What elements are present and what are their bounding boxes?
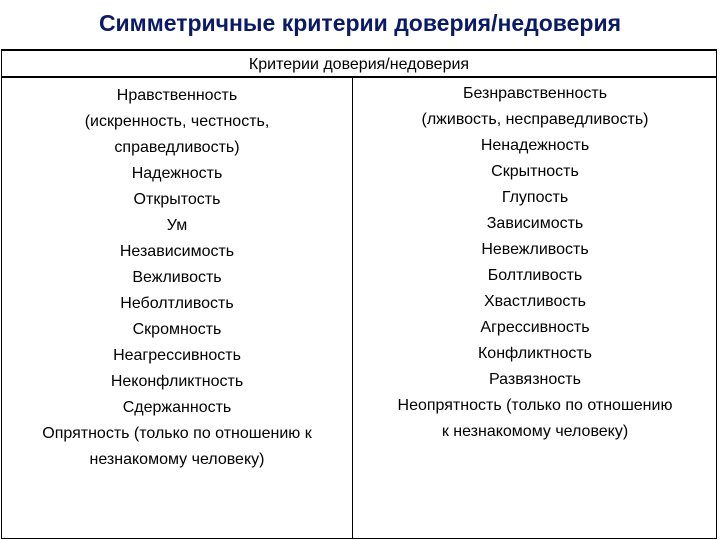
trust-criteria-item: Опрятность (только по отношению к	[42, 425, 312, 442]
trust-criteria-item: (искренность, честность,	[84, 113, 270, 130]
trust-criteria-item: Сдержанность	[122, 399, 232, 416]
distrust-criteria-item: Безнравственность	[462, 85, 608, 102]
trust-criteria-column	[2, 83, 352, 473]
trust-criteria-item: незнакомому человеку)	[89, 451, 265, 468]
distrust-criteria-item: Неопрятность (только по отношению	[397, 397, 673, 414]
distrust-criteria-item: Скрытность	[491, 163, 579, 180]
criteria-table	[1, 49, 717, 539]
distrust-criteria-item: Конфликтность	[477, 345, 593, 362]
distrust-criteria-item: Агрессивность	[480, 319, 590, 336]
trust-criteria-item: Неконфликтность	[110, 373, 244, 390]
table-header: Критерии доверия/недоверия	[2, 50, 716, 78]
slide-title: Симметричные критерии доверия/недоверия	[98, 10, 622, 36]
trust-criteria-item: Вежливость	[132, 269, 222, 286]
trust-criteria-item: Открытость	[133, 191, 221, 208]
distrust-criteria-item: Развязность	[489, 371, 581, 388]
distrust-criteria-item: Глупость	[501, 189, 569, 206]
trust-criteria-item: Надежность	[131, 165, 223, 182]
distrust-criteria-item: Хвастливость	[483, 293, 587, 310]
distrust-criteria-item: к незнакомому человеку)	[441, 423, 629, 440]
distrust-criteria-item: Ненадежность	[480, 137, 590, 154]
trust-criteria-item: справедливость)	[114, 139, 240, 156]
distrust-criteria-item: Невежливость	[481, 241, 589, 258]
trust-criteria-item: Ум	[166, 217, 188, 234]
trust-criteria-item: Скромность	[132, 321, 222, 338]
column-divider	[352, 78, 353, 538]
distrust-criteria-item: Болтливость	[487, 267, 583, 284]
trust-criteria-item: Неагрессивность	[113, 347, 241, 364]
distrust-criteria-item: Зависимость	[486, 215, 584, 232]
trust-criteria-item: Неболтливость	[120, 295, 234, 312]
trust-criteria-item: Нравственность	[116, 87, 238, 104]
trust-criteria-item: Независимость	[119, 243, 235, 260]
distrust-criteria-column	[354, 81, 716, 445]
distrust-criteria-item: (лживость, несправедливость)	[421, 111, 649, 128]
